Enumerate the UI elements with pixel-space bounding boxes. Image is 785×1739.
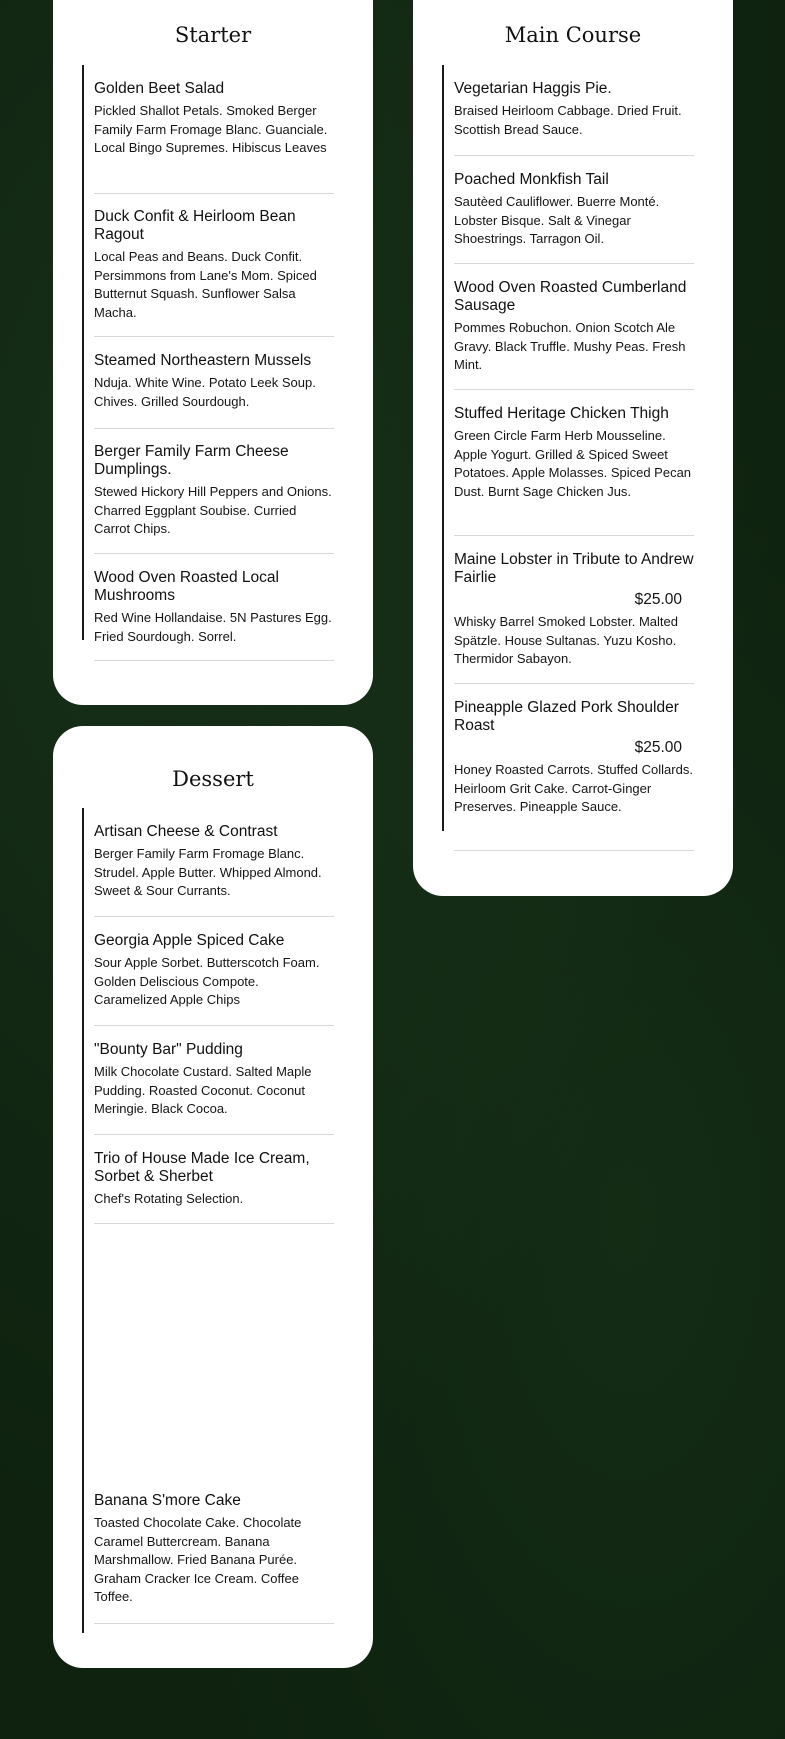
separator — [94, 1223, 334, 1224]
menu-item — [94, 932, 334, 1010]
item-name: Steamed Northeastern Mussels — [94, 352, 312, 369]
menu-item — [454, 279, 694, 375]
separator — [94, 1025, 334, 1026]
menu-item — [454, 551, 694, 669]
item-name: Georgia Apple Spiced Cake — [94, 932, 285, 949]
separator — [94, 193, 334, 194]
separator — [94, 428, 334, 429]
separator — [454, 263, 694, 264]
separator — [454, 535, 694, 536]
item-name: Wood Oven Roasted Cumberland Sausage — [454, 279, 687, 314]
dessert-rule — [82, 808, 84, 1633]
menu-item — [94, 1041, 334, 1119]
separator — [454, 389, 694, 390]
item-description: Whisky Barrel Smoked Lobster. Malted Spätzle. House Sultanas. Yuzu Kosho. Thermidor Sabayon. — [454, 614, 678, 667]
menu-item — [94, 352, 334, 411]
menu-item — [94, 1150, 334, 1209]
main-course-rule — [442, 65, 444, 831]
item-description: Chef's Rotating Selection. — [94, 1191, 244, 1206]
item-price: $25.00 — [634, 591, 682, 608]
menu-item — [454, 699, 694, 817]
menu-item — [94, 443, 334, 539]
item-name: Maine Lobster in Tribute to Andrew Fairlie — [454, 551, 694, 586]
item-description: Braised Heirloom Cabbage. Dried Fruit. Scottish Bread Sauce. — [454, 103, 682, 137]
dessert-card — [53, 726, 373, 1668]
item-description: Berger Family Farm Fromage Blanc. Strudel. Apple Butter. Whipped Almond. Sweet & Sour Currants. — [94, 846, 322, 899]
item-name: Poached Monkfish Tail — [454, 171, 609, 188]
separator — [94, 553, 334, 554]
starter-card — [53, 0, 373, 705]
starter-rule — [82, 65, 84, 640]
menu-item — [94, 823, 334, 901]
item-name: Pineapple Glazed Pork Shoulder Roast — [454, 699, 679, 734]
separator — [94, 1623, 334, 1624]
item-name: Artisan Cheese & Contrast — [94, 823, 278, 840]
item-description: Stewed Hickory Hill Peppers and Onions. Charred Eggplant Soubise. Curried Carrot Chips. — [94, 484, 332, 537]
separator — [454, 683, 694, 684]
main-course-title: Main Course — [504, 23, 642, 47]
menu-item — [94, 1492, 334, 1607]
item-description: Honey Roasted Carrots. Stuffed Collards. Heirloom Grit Cake. Carrot-Ginger Preserves. Pineapple Sauce. — [454, 762, 693, 815]
item-name: Duck Confit & Heirloom Bean Ragout — [94, 208, 296, 243]
separator — [94, 660, 334, 661]
item-description: Sautèed Cauliflower. Buerre Monté. Lobster Bisque. Salt & Vinegar Shoestrings. Tarragon Oil. — [454, 194, 660, 247]
item-name: Berger Family Farm Cheese Dumplings. — [94, 443, 289, 478]
item-description: Sour Apple Sorbet. Butterscotch Foam. Golden Deliscious Compote. Caramelized Apple Chips — [94, 955, 320, 1008]
menu-item — [94, 569, 334, 646]
menu-item — [454, 80, 694, 139]
menu-item — [454, 171, 694, 249]
item-description: Toasted Chocolate Cake. Chocolate Caramel Buttercream. Banana Marshmallow. Fried Banana Purée. Graham Cracker Ice Cream. Coffee Toffee. — [94, 1515, 302, 1605]
separator — [94, 916, 334, 917]
dessert-title: Dessert — [172, 767, 254, 791]
item-name: Stuffed Heritage Chicken Thigh — [454, 405, 669, 422]
item-price: $25.00 — [634, 739, 682, 756]
main-course-card — [413, 0, 733, 896]
item-name: Trio of House Made Ice Cream, Sorbet & Sherbet — [94, 1150, 310, 1185]
item-description: Red Wine Hollandaise. 5N Pastures Egg. Fried Sourdough. Sorrel. — [94, 610, 332, 644]
starter-title: Starter — [174, 23, 252, 47]
item-name: Banana S'more Cake — [94, 1492, 241, 1509]
item-name: Golden Beet Salad — [94, 80, 225, 97]
item-name: Vegetarian Haggis Pie. — [454, 80, 612, 97]
menu-item — [94, 208, 334, 322]
item-name: "Bounty Bar" Pudding — [94, 1041, 243, 1058]
item-description: Green Circle Farm Herb Mousseline. Apple Yogurt. Grilled & Spiced Sweet Potatoes. Apple Molasses. Spiced Pecan Dust. Burnt Sage Chicken Jus. — [454, 428, 692, 499]
item-description: Milk Chocolate Custard. Salted Maple Pudding. Roasted Coconut. Coconut Meringie. Black Cocoa. — [94, 1064, 312, 1117]
separator — [454, 155, 694, 156]
separator — [454, 850, 694, 851]
separator — [94, 336, 334, 337]
menu-item — [454, 405, 694, 501]
item-description: Nduja. White Wine. Potato Leek Soup. Chives. Grilled Sourdough. — [94, 375, 316, 409]
menu-item — [94, 80, 334, 158]
item-description: Pickled Shallot Petals. Smoked Berger Family Farm Fromage Blanc. Guanciale. Local Bingo Supremes. Hibiscus Leaves — [94, 103, 328, 156]
item-name: Wood Oven Roasted Local Mushrooms — [94, 569, 279, 604]
item-description: Pommes Robuchon. Onion Scotch Ale Gravy. Black Truffle. Mushy Peas. Fresh Mint. — [454, 320, 686, 373]
separator — [94, 1134, 334, 1135]
item-description: Local Peas and Beans. Duck Confit. Persimmons from Lane's Mom. Spiced Butternut Squash. Sunflower Salsa Macha. — [94, 249, 317, 320]
